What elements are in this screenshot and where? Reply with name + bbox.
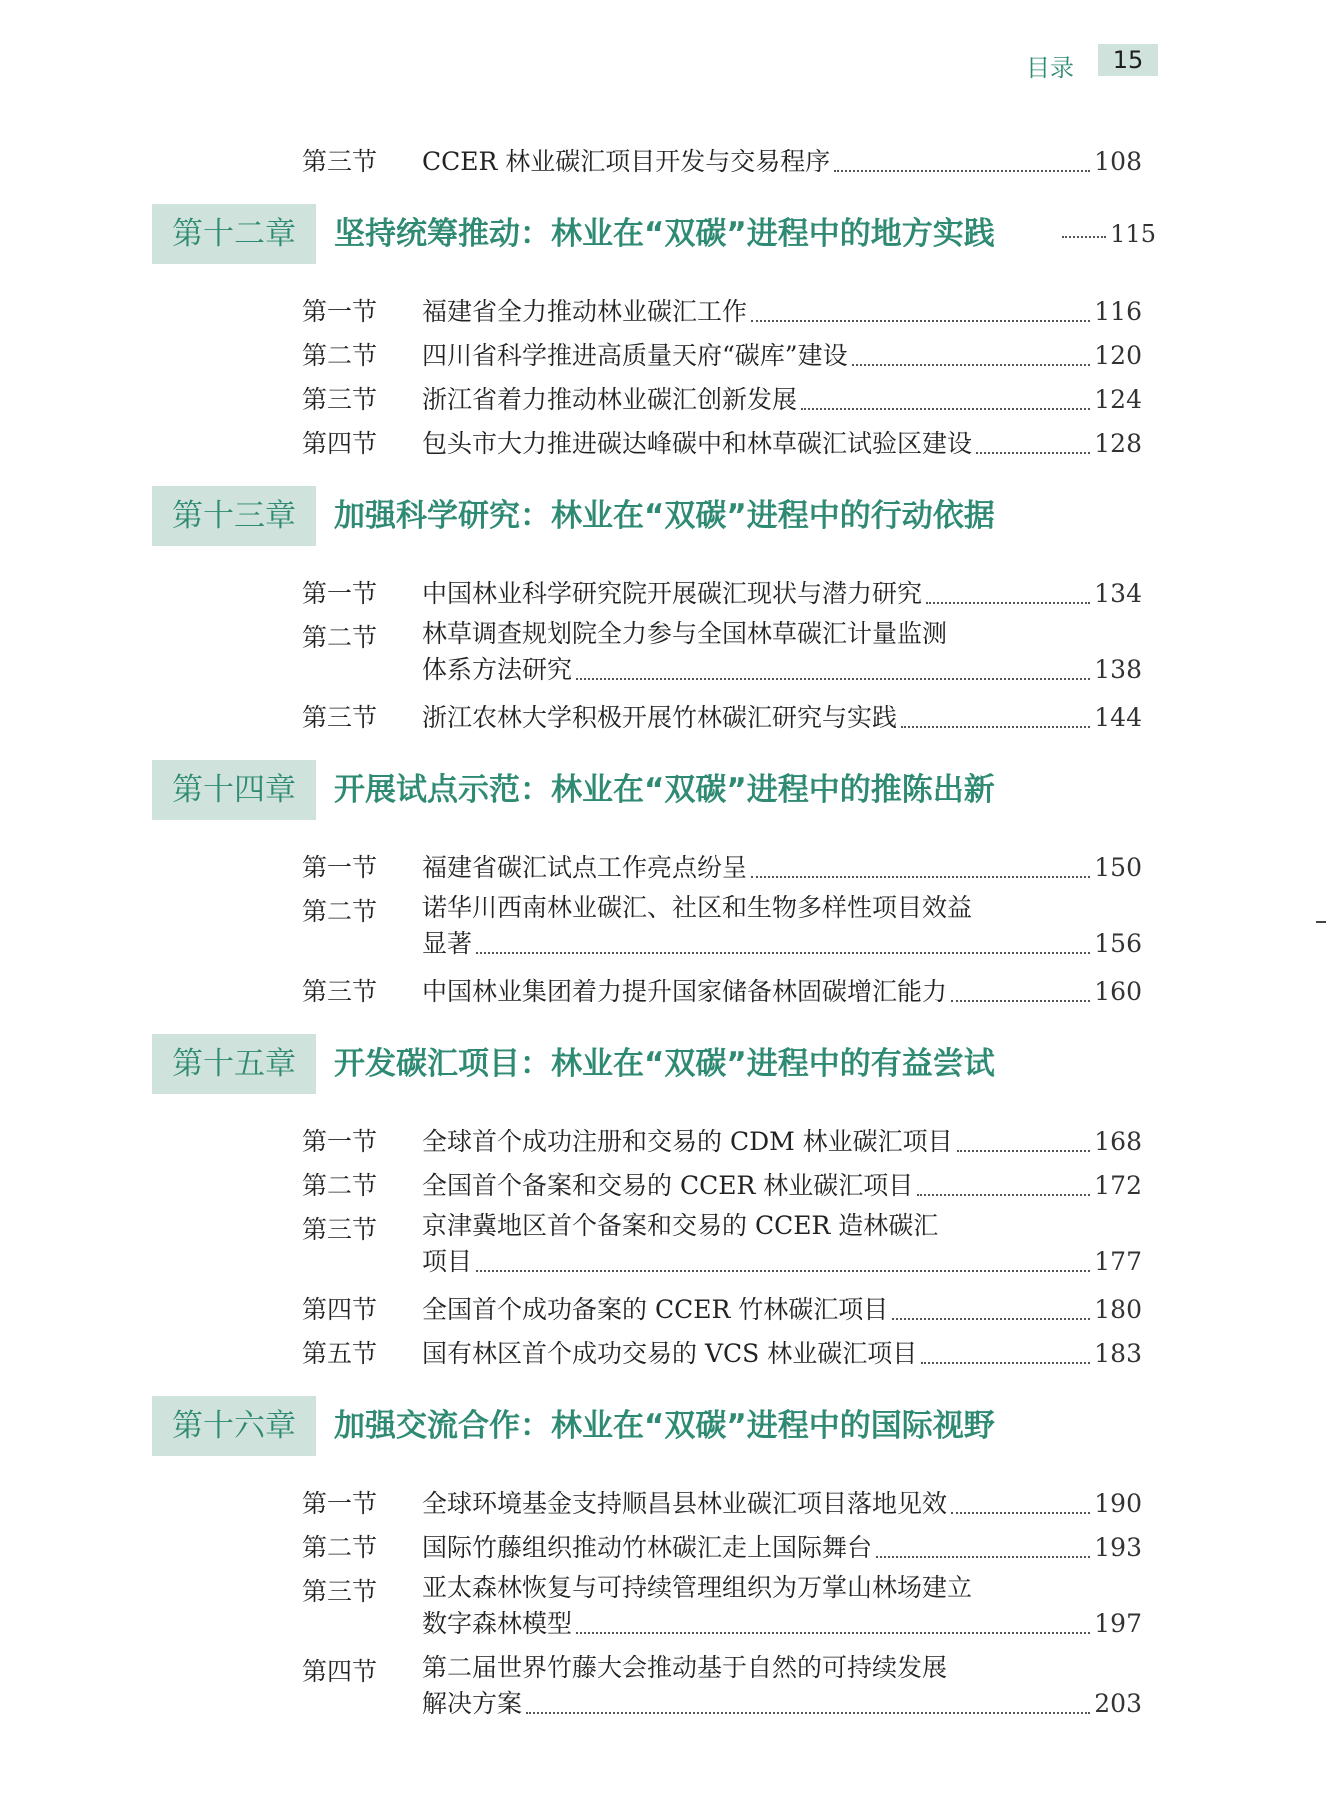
section-title: 全球首个成功注册和交易的 CDM 林业碳汇项目 xyxy=(422,1127,953,1156)
section-number-label: 第四节 xyxy=(302,1657,378,1686)
section-title: CCER 林业碳汇项目开发与交易程序 xyxy=(422,147,831,176)
dot-leader xyxy=(951,1000,1090,1002)
section-title: 全球环境基金支持顺昌县林业碳汇项目落地见效 xyxy=(422,1489,948,1518)
section-number-label: 第四节 xyxy=(302,429,378,458)
section-number-label: 第二节 xyxy=(302,897,378,926)
chapter-number-label: 第十六章 xyxy=(152,1396,316,1456)
section-page-number: 156 xyxy=(1094,929,1142,958)
section-title: 诺华川西南林业碳汇、社区和生物多样性项目效益 xyxy=(422,893,973,922)
dot-leader xyxy=(834,170,1090,172)
dot-leader xyxy=(876,1556,1090,1558)
section-title: 国有林区首个成功交易的 VCS 林业碳汇项目 xyxy=(422,1339,918,1368)
dot-leader xyxy=(751,876,1090,878)
chapter-heading[interactable] xyxy=(0,1026,1328,1106)
section-entry[interactable] xyxy=(0,422,1328,466)
chapter-page-ref xyxy=(1062,204,1156,264)
section-title: 第二届世界竹藤大会推动基于自然的可持续发展 xyxy=(422,1653,948,1682)
dot-leader xyxy=(921,1362,1090,1364)
section-title: 林草调查规划院全力参与全国林草碳汇计量监测 xyxy=(422,619,948,648)
section-page-number: 168 xyxy=(1094,1127,1142,1156)
section-title: 福建省全力推动林业碳汇工作 xyxy=(422,297,748,326)
section-number-label: 第二节 xyxy=(302,623,378,652)
section-entry[interactable] xyxy=(0,1570,1328,1650)
section-number-label: 第一节 xyxy=(302,579,378,608)
section-entry[interactable] xyxy=(0,1482,1328,1526)
chapter-number-label: 第十四章 xyxy=(152,760,316,820)
chapter-number-label: 第十五章 xyxy=(152,1034,316,1094)
section-number-label: 第一节 xyxy=(302,1127,378,1156)
section-title: 浙江省着力推动林业碳汇创新发展 xyxy=(422,385,798,414)
chapter-heading[interactable] xyxy=(0,196,1328,276)
section-title: 全国首个备案和交易的 CCER 林业碳汇项目 xyxy=(422,1171,914,1200)
dot-leader xyxy=(852,364,1090,366)
table-of-contents xyxy=(0,140,1328,1730)
section-page-number: 177 xyxy=(1094,1247,1142,1276)
section-number-label: 第一节 xyxy=(302,297,378,326)
section-page-number: 116 xyxy=(1094,297,1142,326)
section-entry[interactable] xyxy=(0,970,1328,1014)
dot-leader xyxy=(526,1712,1090,1714)
section-title-continued: 项目 xyxy=(422,1247,473,1276)
dot-leader xyxy=(926,602,1090,604)
section-entry[interactable] xyxy=(0,616,1328,696)
section-number-label: 第五节 xyxy=(302,1339,378,1368)
section-entry[interactable] xyxy=(0,1208,1328,1288)
dot-leader xyxy=(476,952,1090,954)
dot-leader xyxy=(576,1632,1090,1634)
section-entry[interactable] xyxy=(0,1120,1328,1164)
section-number-label: 第二节 xyxy=(302,341,378,370)
section-title: 国际竹藤组织推动竹林碳汇走上国际舞台 xyxy=(422,1533,873,1562)
section-entry[interactable] xyxy=(0,378,1328,422)
section-entry[interactable] xyxy=(0,1650,1328,1730)
section-entry[interactable] xyxy=(0,1526,1328,1570)
dot-leader xyxy=(751,320,1090,322)
section-page-number: 203 xyxy=(1094,1689,1142,1718)
section-page-number: 183 xyxy=(1094,1339,1142,1368)
chapter-heading[interactable] xyxy=(0,752,1328,832)
section-number-label: 第三节 xyxy=(302,147,378,176)
section-number-label: 第三节 xyxy=(302,385,378,414)
section-page-number: 193 xyxy=(1094,1533,1142,1562)
dot-leader xyxy=(917,1194,1090,1196)
section-title: 亚太森林恢复与可持续管理组织为万掌山林场建立 xyxy=(422,1573,973,1602)
section-page-number: 190 xyxy=(1094,1489,1142,1518)
dot-leader xyxy=(801,408,1090,410)
section-page-number: 134 xyxy=(1094,579,1142,608)
page-header xyxy=(0,44,1328,82)
section-title: 福建省碳汇试点工作亮点纷呈 xyxy=(422,853,748,882)
dot-leader xyxy=(957,1150,1090,1152)
section-entry[interactable] xyxy=(0,1332,1328,1376)
section-entry[interactable] xyxy=(0,1164,1328,1208)
section-page-number: 128 xyxy=(1094,429,1142,458)
section-number-label: 第二节 xyxy=(302,1533,378,1562)
section-page-number: 124 xyxy=(1094,385,1142,414)
chapter-number-label: 第十三章 xyxy=(152,486,316,546)
section-number-label: 第二节 xyxy=(302,1171,378,1200)
section-number-label: 第四节 xyxy=(302,1295,378,1324)
chapter-page-number: 115 xyxy=(1110,220,1156,248)
section-page-number: 120 xyxy=(1094,341,1142,370)
section-number-label: 第一节 xyxy=(302,853,378,882)
section-entry[interactable] xyxy=(0,334,1328,378)
section-page-number: 172 xyxy=(1094,1171,1142,1200)
dot-leader xyxy=(976,452,1090,454)
section-entry[interactable] xyxy=(0,290,1328,334)
section-title: 京津冀地区首个备案和交易的 CCER 造林碳汇 xyxy=(422,1211,939,1240)
section-page-number: 197 xyxy=(1094,1609,1142,1638)
section-number-label: 第一节 xyxy=(302,1489,378,1518)
section-entry[interactable] xyxy=(0,890,1328,970)
dot-leader xyxy=(951,1512,1090,1514)
section-title: 中国林业科学研究院开展碳汇现状与潜力研究 xyxy=(422,579,923,608)
section-title-continued: 解决方案 xyxy=(422,1689,523,1718)
running-head-title: 目录 xyxy=(1026,54,1074,82)
section-entry[interactable] xyxy=(0,696,1328,740)
chapter-title: 开发碳汇项目：林业在“双碳”进程中的有益尝试 xyxy=(334,1046,995,1082)
dot-leader xyxy=(1062,236,1106,238)
section-page-number: 108 xyxy=(1094,147,1142,176)
chapter-number-label: 第十二章 xyxy=(152,204,316,264)
section-entry[interactable] xyxy=(0,140,1328,184)
dot-leader xyxy=(901,726,1090,728)
section-number-label: 第三节 xyxy=(302,977,378,1006)
chapter-title: 坚持统筹推动：林业在“双碳”进程中的地方实践 xyxy=(334,216,995,252)
page-number-badge: 15 xyxy=(1098,44,1158,76)
section-page-number: 138 xyxy=(1094,655,1142,684)
section-number-label: 第三节 xyxy=(302,1577,378,1606)
section-title: 包头市大力推进碳达峰碳中和林草碳汇试验区建设 xyxy=(422,429,973,458)
section-number-label: 第三节 xyxy=(302,1215,378,1244)
chapter-heading[interactable] xyxy=(0,478,1328,558)
section-page-number: 180 xyxy=(1094,1295,1142,1324)
section-page-number: 160 xyxy=(1094,977,1142,1006)
section-title: 浙江农林大学积极开展竹林碳汇研究与实践 xyxy=(422,703,898,732)
section-page-number: 144 xyxy=(1094,703,1142,732)
chapter-title: 加强科学研究：林业在“双碳”进程中的行动依据 xyxy=(334,498,995,534)
dot-leader xyxy=(476,1270,1090,1272)
chapter-heading[interactable] xyxy=(0,1388,1328,1468)
chapter-title: 开展试点示范：林业在“双碳”进程中的推陈出新 xyxy=(334,772,995,808)
dot-leader xyxy=(576,678,1090,680)
dot-leader xyxy=(892,1318,1090,1320)
section-title-continued: 体系方法研究 xyxy=(422,655,573,684)
section-title-continued: 数字森林模型 xyxy=(422,1609,573,1638)
section-title: 中国林业集团着力提升国家储备林固碳增汇能力 xyxy=(422,977,948,1006)
section-entry[interactable] xyxy=(0,846,1328,890)
section-title: 全国首个成功备案的 CCER 竹林碳汇项目 xyxy=(422,1295,889,1324)
section-page-number: 150 xyxy=(1094,853,1142,882)
section-number-label: 第三节 xyxy=(302,703,378,732)
section-title: 四川省科学推进高质量天府“碳库”建设 xyxy=(422,341,848,370)
section-entry[interactable] xyxy=(0,1288,1328,1332)
edge-tick-mark xyxy=(1316,921,1326,923)
chapter-title: 加强交流合作：林业在“双碳”进程中的国际视野 xyxy=(334,1408,995,1444)
section-title-continued: 显著 xyxy=(422,929,473,958)
section-entry[interactable] xyxy=(0,572,1328,616)
